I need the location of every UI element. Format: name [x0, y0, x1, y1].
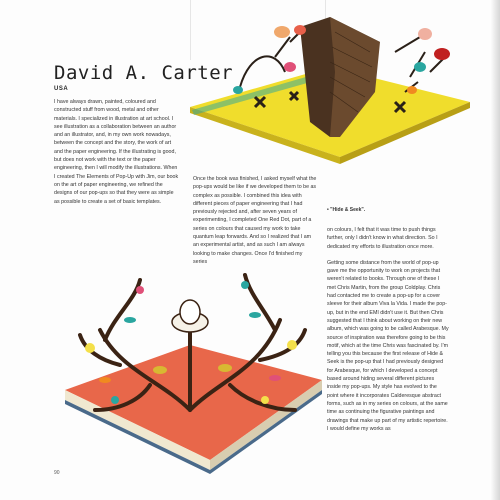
paragraph: Once the book was finished, I asked myself what the pop-ups would be like if we developed them to be as complex as possible. I combined this idea with different pieces of paper engineering that I had previously rejected and, after seven years of experimenting, I completed One Red Dot, part of a series on colours that caused my work to take quantum leap forwards. And so I realized that I am an experimental artist, and as such I am always looking to make changes. Once I'd finished my series — [193, 176, 317, 265]
paragraph: Getting some distance from the world of pop-up gave me the opportunity to work on projects that weren't related to books. Through one of these I met Chris Martin, from the group Coldplay. Chris had contacted me to create a pop-up for a cover sleeve for their album Viva la Vida. I made the pop-up, but in the end EMI didn't use it. But then Chris suggested that I think about working on their new album, which was going to be called Arabesque. My source of inspiration was therefore going to be this motif, which at the time Chris was fascinated by. I'm telling you this because the first release of Hide & Seek is the pop-up that I had previously designed for Arabesque, for which I developed a concept based around hiding several different pictures inside my pop-ups. My style has evolved to the point where it incorporates Calderesque abstract forms, such as in my series on colours, at the same time as continuing the figurative paintings and drawings that make up part of my artistic repertoire. I would define my works as — [327, 259, 449, 432]
paragraph: I have always drawn, painted, coloured and constructed stuff from wood, metal and other materials. I specialized in illustration at art school. I see illustration as a collaboration between an author and an illustrator, and, in my own work nowadays, between the concept and the story, the work of art and the paper engineering. If the illustrating is good, but does not work with the text or the paper engineering, then I will modify the illustrations. When I created The Elements of Pop-Up with Jim, our book on the art of paper engineering, we refined the designs of our pop-ups so that they were as simple as possible to create a set of basic templates. — [54, 99, 179, 205]
page-edge-shadow — [490, 0, 500, 500]
pop-up-red-illustration — [60, 260, 325, 475]
paragraph: on colours, I felt that it was time to push things further, only I didn't know in what direction. So I dedicated my efforts to illustration once more. — [327, 227, 438, 250]
author-country: USA — [54, 86, 69, 92]
pop-up-yellow-illustration — [180, 12, 480, 172]
page-number: 90 — [54, 470, 60, 476]
text-column-3 — [327, 226, 449, 441]
author-name: David A. Carter — [54, 62, 234, 84]
image-caption: • "Hide & Seek". — [327, 207, 366, 213]
text-column-1 — [54, 98, 179, 214]
